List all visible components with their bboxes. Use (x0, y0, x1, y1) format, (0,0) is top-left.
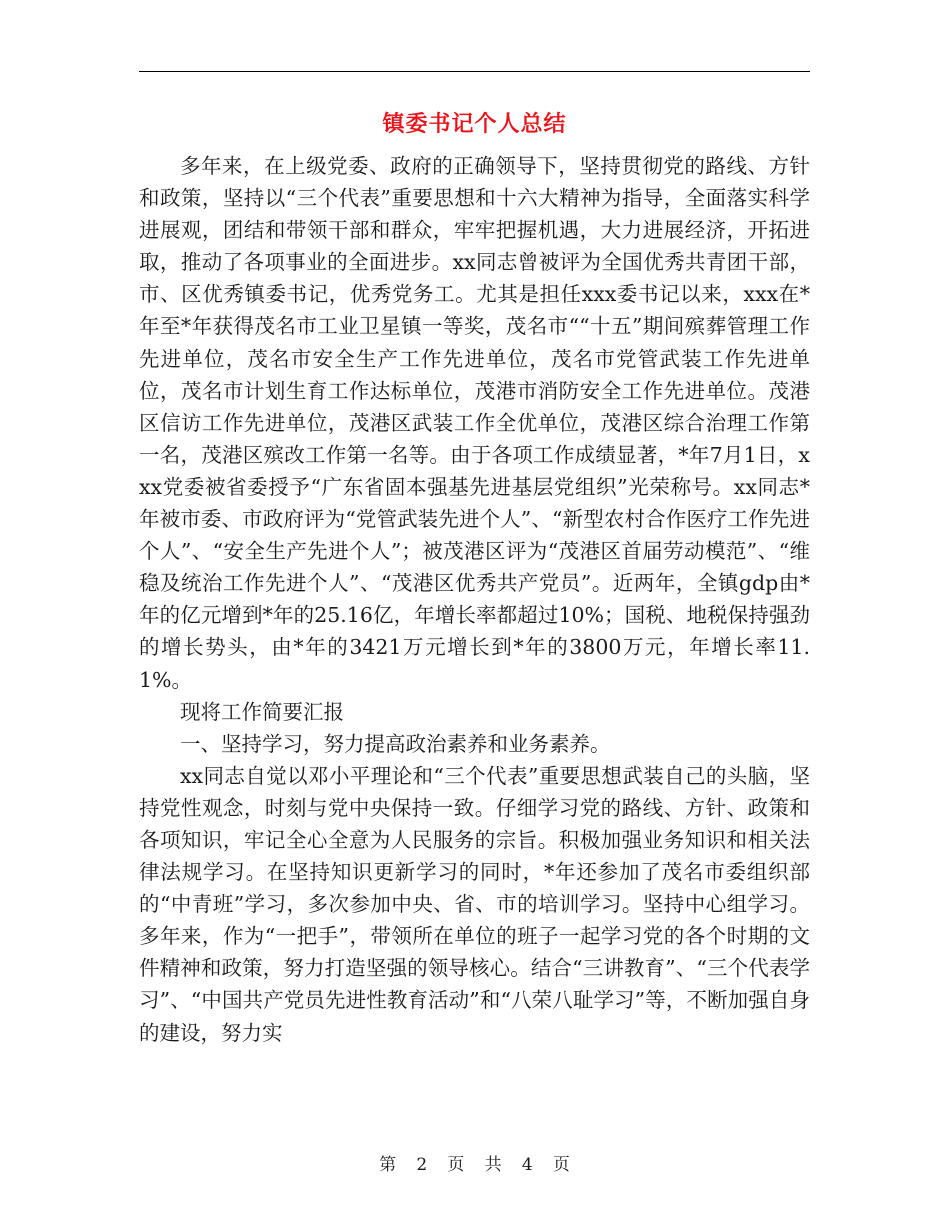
page-footer (0, 1153, 950, 1177)
footer-label-total: 共 (484, 1155, 503, 1175)
footer-total-pages: 4 (521, 1155, 534, 1175)
section-heading-1: 一、坚持学习，努力提高政治素养和业务素养。 (180, 731, 611, 756)
paragraph-intro: 多年来，在上级党委、政府的正确领导下，坚持贯彻党的路线、方针和政策，坚持以“三个代表”重要思想和十六大精神为指导，全面落实科学进展观，团结和带领干部和群众，牢牢把握机遇，大力进展经济，开拓进取，推动了各项事业的全面进步。xx同志曾被评为全国优秀共青团干部，市、区优秀镇委书记，优秀党务工。尤其是担任xxx委书记以来，xxx在*年至*年获得茂名市工业卫星镇一等奖，茂名市““十五”期间殡葬管理工作先进单位，茂名市安全生产工作先进单位，茂名市党管武装工作先进单位，茂名市计划生育工作达标单位，茂港市消防安全工作先进单位。茂港区信访工作先进单位，茂港区武装工作全优单位，茂港区综合治理工作第一名，茂港区殡改工作第一名等。由于各项工作成绩显著，*年7月1日，xxx党委被省委授予“广东省固本强基先进基层党组织”光荣称号。xx同志*年被市委、市政府评为“党管武装先进个人”、“新型农村合作医疗工作先进个人”、“安全生产先进个人”；被茂港区评为“茂港区首届劳动模范”、“维稳及统治工作先进个人”、“茂港区优秀共产党员”。近两年，全镇gdp由*年的亿元增到*年的25.16亿，年增长率都超过10%；国税、地税保持强劲的增长势头，由*年的3421万元增长到*年的3800万元，年增长率11.1%。 (139, 154, 810, 692)
paragraph-study: xx同志自觉以邓小平理论和“三个代表”重要思想武装自己的头脑，坚持党性观念，时刻与党中央保持一致。仔细学习党的路线、方针、政策和各项知识，牢记全心全意为人民服务的宗旨。积极加强业务知识和相关法律法规学习。在坚持知识更新学习的同时，*年还参加了茂名市委组织部的“中青班”学习，多次参加中央、省、市的培训学习。坚持中心组学习。多年来，作为“一把手”，带领所在单位的班子一起学习党的各个时期的文件精神和政策，努力打造坚强的领导核心。结合“三讲教育”、“三个代表学习”、“中国共产党员先进性教育活动”和“八荣八耻学习”等，不断加强自身的建设，努力实 (139, 763, 810, 1045)
footer-label-page: 第 (379, 1155, 398, 1175)
header-rule (139, 71, 810, 72)
paragraph-report-lead: 现将工作简要汇报 (180, 699, 344, 724)
footer-label-unit: 页 (447, 1155, 466, 1175)
footer-current-page: 2 (416, 1155, 429, 1175)
document-body (139, 150, 810, 1049)
footer-label-unit2: 页 (552, 1155, 571, 1175)
document-title: 镇委书记个人总结 (382, 111, 567, 137)
